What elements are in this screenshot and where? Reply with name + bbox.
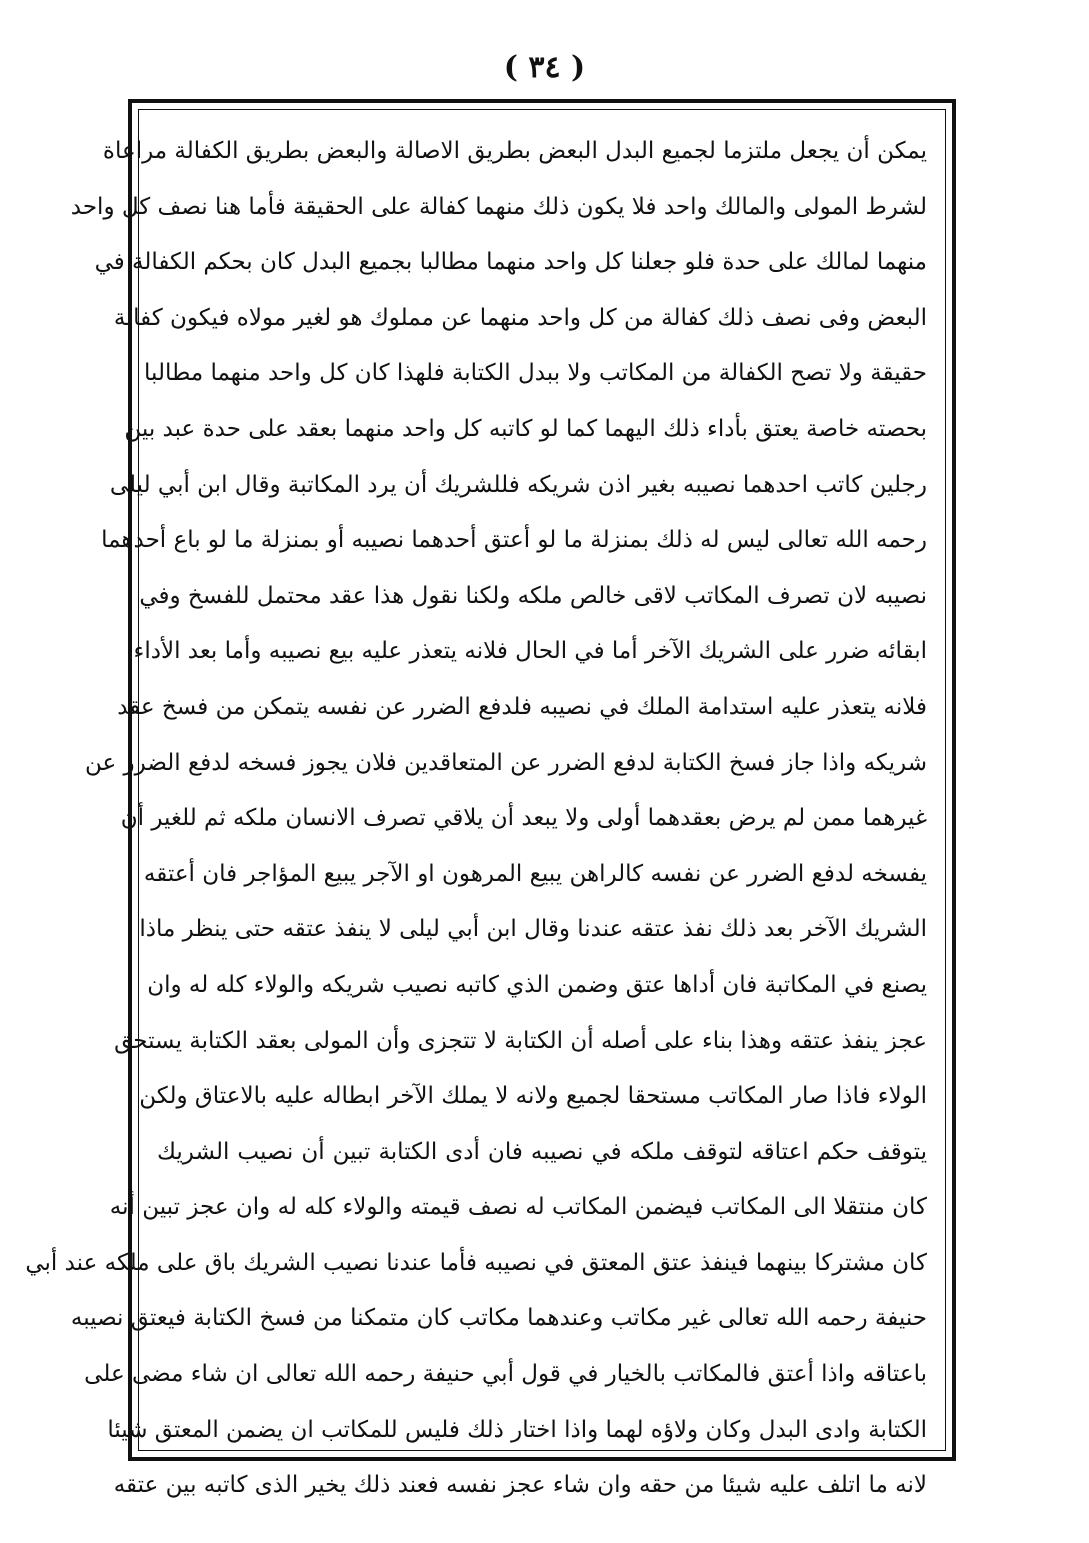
inner-border — [25, 109, 946, 1499]
text-line: يفسخه لدفع الضرر عن نفسه كالراهن يبيع المرهون او الآجر يبيع المؤاجر فان أعتقه — [143, 860, 927, 887]
text-line: حقيقة ولا تصح الكفالة من المكاتب ولا ببدل الكتابة فلهذا كان كل واحد منهما مطالبا — [144, 360, 927, 387]
text-line: البعض وفى نصف ذلك كفالة من كل واحد منهما عن مملوك هو لغير مولاه فيكون كفالة — [113, 304, 927, 331]
text-body — [25, 124, 927, 1514]
text-line: فلانه يتعذر عليه استدامة الملك في نصيبه فلدفع الضرر عن نفسه يتمكن من فسخ عقد — [117, 693, 927, 720]
text-line: لانه ما اتلف عليه شيئا من حقه وان شاء عجز نفسه فعند ذلك يخير الذى كاتبه بين عتقه — [113, 1472, 927, 1499]
text-line: ابقائه ضرر على الشريك الآخر أما في الحال فلانه يتعذر عليه بيع نصيبه وأما بعد الأداء — [133, 638, 927, 665]
text-line: رحمه الله تعالى ليس له ذلك بمنزلة ما لو أعتق أحدهما نصيبه أو بمنزلة ما لو باع أحدهما — [101, 527, 927, 554]
text-line: يصنع في المكاتبة فان أداها عتق وضمن الذي كاتبه نصيب شريكه والولاء كله له وان — [147, 971, 927, 998]
text-line: باعتاقه واذا أعتق فالمكاتب بالخيار في قول أبي حنيفة رحمه الله تعالى ان شاء مضى على — [84, 1361, 927, 1388]
text-line: منهما لمالك على حدة فلو جعلنا كل واحد منهما مطالبا بجميع البدل كان بحكم الكفالة في — [94, 249, 927, 276]
text-line: الكتابة وادى البدل وكان ولاؤه لهما واذا اختار ذلك فليس للمكاتب ان يضمن المعتق شيئا — [107, 1416, 927, 1443]
text-line: يتوقف حكم اعتاقه لتوقف ملكه في نصيبه فان أدى الكتابة تبين أن نصيب الشريك — [157, 1138, 927, 1165]
text-line: الشريك الآخر بعد ذلك نفذ عتقه عندنا وقال ابن أبي ليلى لا ينفذ عتقه حتى ينظر ماذا — [139, 916, 927, 943]
text-line: لشرط المولى والمالك واحد فلا يكون ذلك منهما كفالة على الحقيقة فأما هنا نصف كل واحد — [70, 193, 927, 220]
text-line: شريكه واذا جاز فسخ الكتابة لدفع الضرر عن المتعاقدين فلان يجوز فسخه لدفع الضرر عن — [85, 749, 927, 776]
text-line: حنيفة رحمه الله تعالى غير مكاتب وعندهما مكاتب كان متمكنا من فسخ الكتابة فيعتق نصيبه — [70, 1305, 927, 1332]
page-border — [25, 99, 956, 1499]
text-line: كان منتقلا الى المكاتب فيضمن المكاتب له نصف قيمته والولاء كله له وان عجز تبين أنه — [109, 1194, 927, 1221]
text-line: يمكن أن يجعل ملتزما لجميع البدل البعض بطريق الاصالة والبعض بطريق الكفالة مراعاة — [102, 138, 927, 164]
text-line: عجز ينفذ عتقه وهذا بناء على أصله أن الكتابة لا تتجزى وأن المولى بعقد الكتابة يستحق — [114, 1027, 927, 1054]
text-line: كان مشتركا بينهما فينفذ عتق المعتق في نصيبه فأما عندنا نصيب الشريك باق على ملكه عند أبي — [25, 1249, 927, 1276]
text-line: رجلين كاتب احدهما نصيبه بغير اذن شريكه فللشريك أن يرد المكاتبة وقال ابن أبي ليلى — [109, 471, 927, 498]
text-line: غيرهما ممن لم يرض بعقدهما أولى ولا يبعد أن يلاقي تصرف الانسان ملكه ثم للغير أن — [120, 805, 927, 832]
text-line: نصيبه لان تصرف المكاتب لاقى خالص ملكه ولكنا نقول هذا عقد محتمل للفسخ وفي — [139, 582, 927, 609]
text-line: بحصته خاصة يعتق بأداء ذلك اليهما كما لو كاتبه كل واحد منهما بعقد على حدة عبد بين — [124, 415, 927, 442]
text-line: الولاء فاذا صار المكاتب مستحقا لجميع ولانه لا يملك الآخر ابطاله عليه بالاعتاق ولكن — [139, 1083, 927, 1110]
page-number: ( ٣٤ ) — [503, 50, 586, 85]
